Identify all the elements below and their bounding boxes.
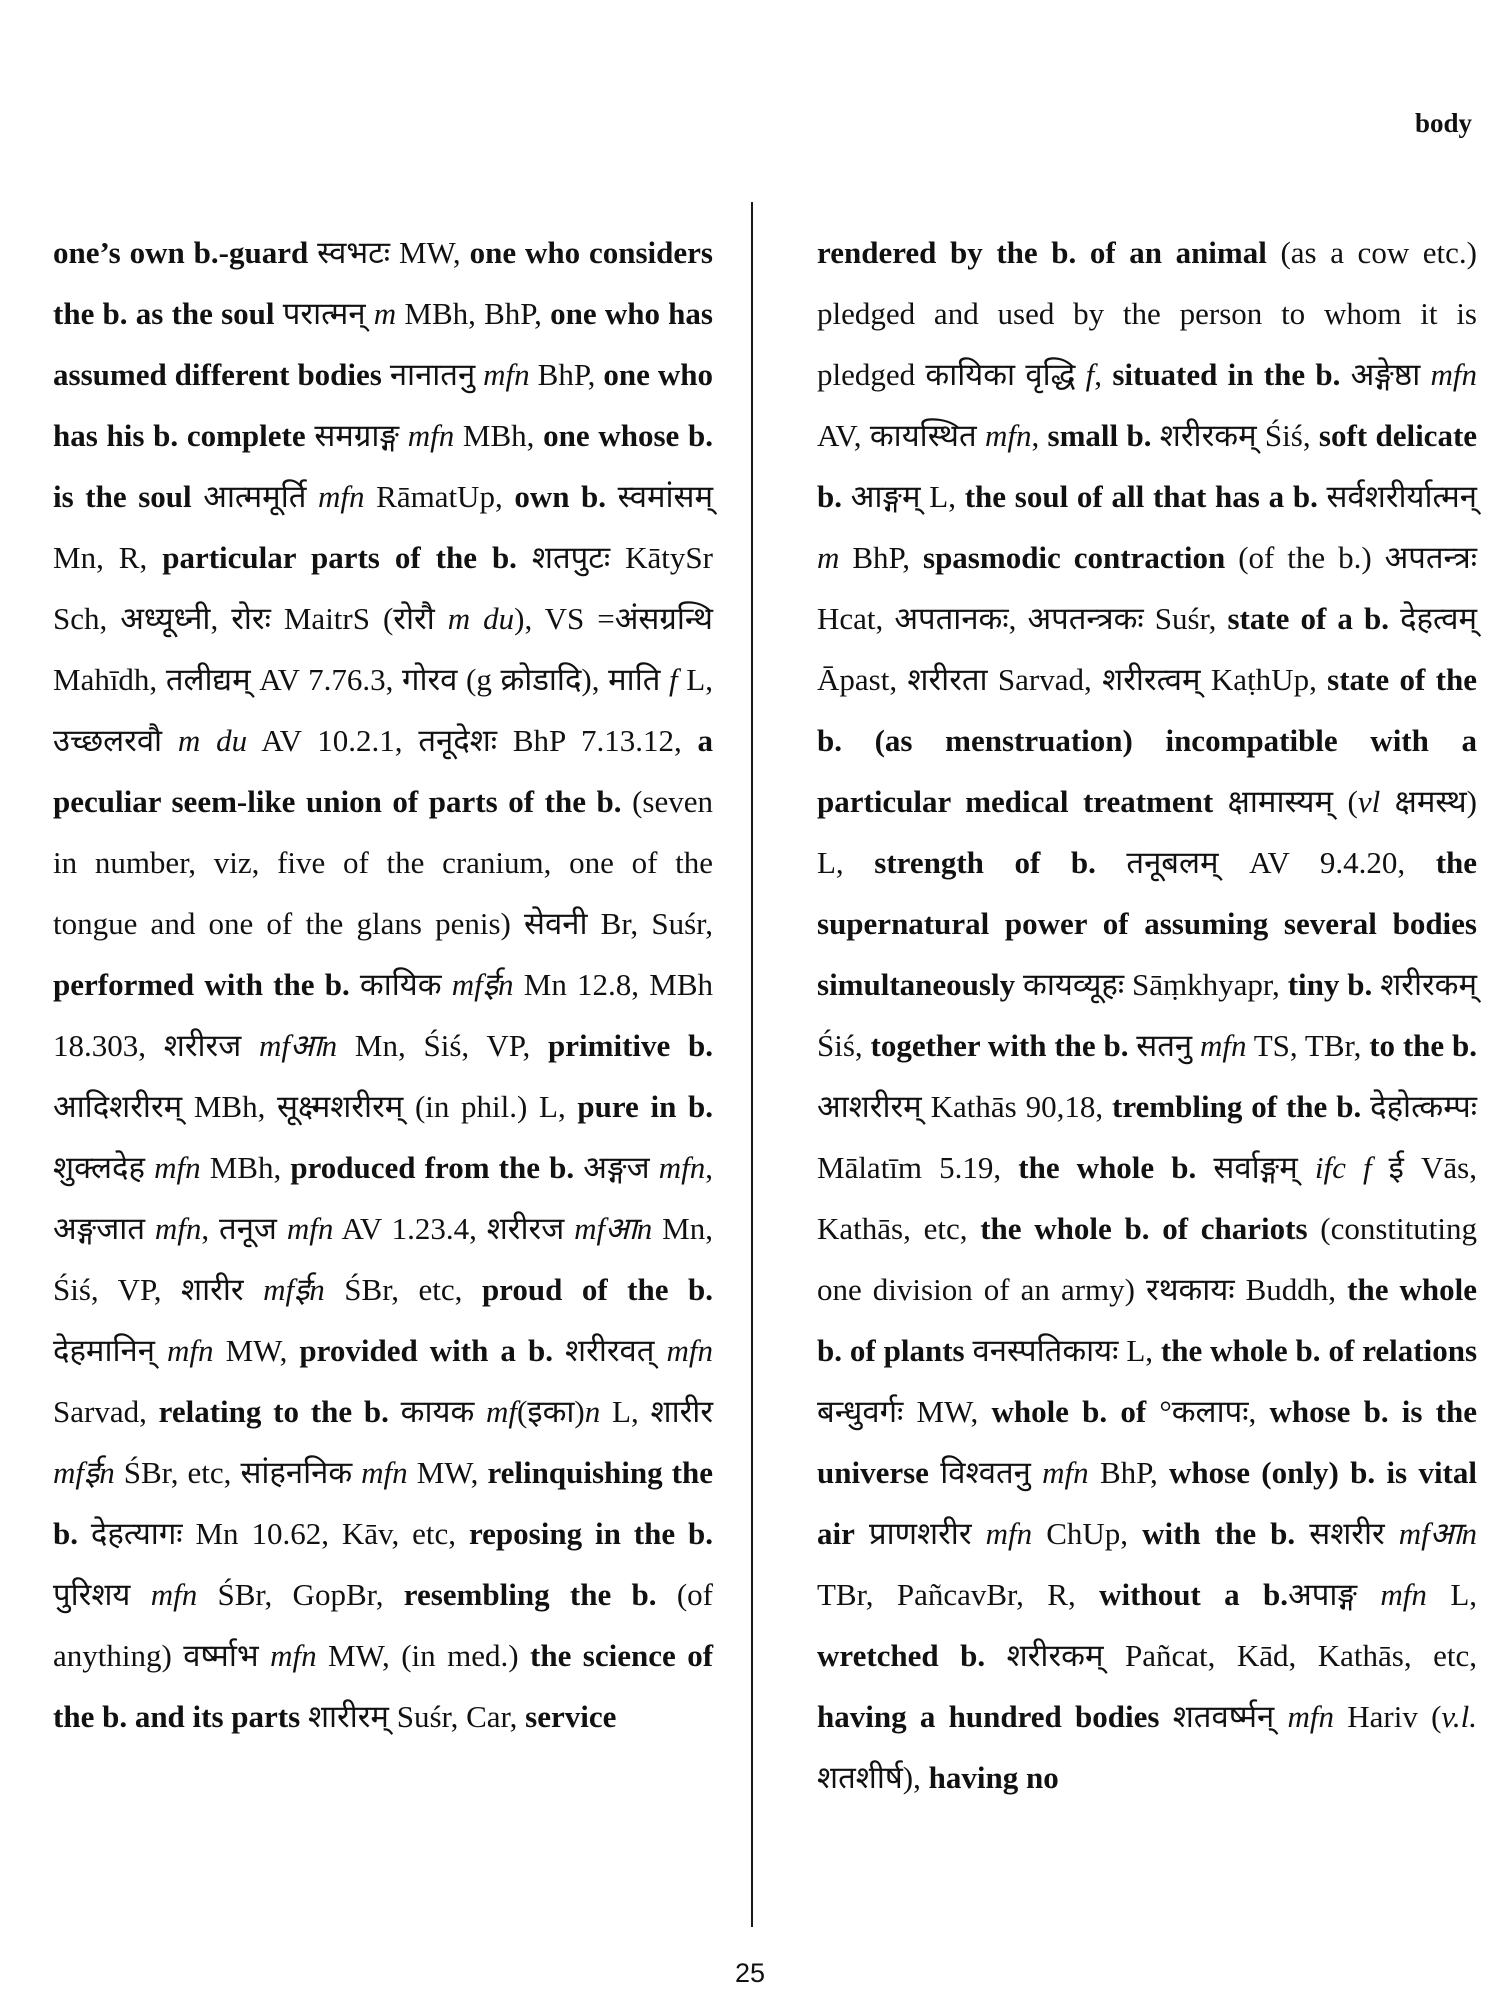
headword: a peculiar seem-like union of parts of the b. [53,723,714,819]
headword: whose b. is the universe [817,1394,1477,1490]
headword: with the b. [1142,1516,1296,1551]
column-divider [751,202,753,1927]
grammar-label: mfn [1287,1699,1334,1734]
entry-text: देहोत्कम्पः Mālatīm 5.19, [817,1089,1478,1185]
headword: state of the b. (as menstruation) incompatible with a particular medical treatment [817,662,1477,819]
entry-text: MW, (in med.) [316,1638,531,1673]
headword: situated in the b. [1112,357,1341,392]
grammar-label: mfn [1042,1455,1089,1490]
headword: without a b. [1099,1577,1289,1612]
entry-text: देहमानिन् [53,1333,168,1368]
entry-text: MW, [213,1333,300,1368]
headword: spasmodic contraction [923,540,1226,575]
entry-text: Mn, Śiś, VP, [337,1028,549,1063]
entry-text: सर्वाङ्गम् [1196,1150,1315,1185]
headword: resembling the b. [403,1577,657,1612]
headword: state of a b. [1227,601,1389,636]
grammar-label: mfn [984,418,1032,453]
headword: the soul of all that has a b. [964,479,1318,514]
entry-text: देहत्यागः Mn 10.62, Kāv, etc, [78,1516,469,1551]
entry-text: कायक [388,1394,487,1429]
grammar-label: mfn [407,418,455,453]
entry-text: कायव्यूहः Sāṃkhyapr, [1015,967,1288,1002]
entry-text: (seven in number, viz, five of the cranium, one of the tongue and one of the glans penis) सेवनी Br, Suśr, [53,784,714,941]
entry-text: बन्धुवर्गः MW, [817,1394,992,1429]
entry-text: प्राणशरीर [854,1516,986,1551]
left-column-text [53,222,713,1747]
entry-text: अङ्गज [574,1150,659,1185]
headword: together with the b. [870,1028,1129,1063]
grammar-label: mfईn [263,1272,325,1307]
grammar-label: m du [447,601,515,636]
entry-text: आत्ममूर्ति [191,479,319,514]
headword: pure in b. [577,1089,713,1124]
entry-text: (constituting one division of an army) रथकायः Buddh, [817,1211,1477,1307]
headword: having no [928,1760,1059,1795]
headword: produced from the b. [290,1150,575,1185]
entry-text: स्वमांसम् Mn, R, [53,479,714,575]
headword: relating to the b. [158,1394,389,1429]
entry-text: शरीरकम् Śiś, [817,967,1478,1063]
headword: to the b. [1369,1028,1477,1063]
headword: the science of the b. and its parts [53,1638,714,1734]
grammar-label: mf [486,1394,518,1429]
entry-text: क्षामास्यम् ( [1213,784,1358,819]
grammar-label: n [584,1394,601,1429]
entry-text: L, [1426,1577,1478,1612]
grammar-label: mfn [1430,357,1477,392]
headword: the supernatural power of assuming several bodies simultaneously [817,845,1478,1002]
grammar-label: mfn [658,1150,706,1185]
entry-text: , [1031,418,1048,453]
entry-text: Mn, Śiś, VP, शारीर [53,1211,713,1307]
entry-text: , अङ्गजात [53,1150,713,1246]
grammar-label: mfn [167,1333,214,1368]
entry-text: MBh, [454,418,544,453]
grammar-label: mfn [666,1333,714,1368]
headword: one whose b. is the soul [53,418,713,514]
entry-text: RāmatUp, [364,479,515,514]
entry-text: शरीरवत् [552,1333,667,1368]
headword: having a hundred bodies [817,1699,1160,1734]
entry-text: समग्राङ्ग [305,418,408,453]
entry-text: TS, TBr, [1246,1028,1370,1063]
entry-text: MBh, [200,1150,291,1185]
headword: service [525,1699,617,1734]
grammar-label: mfn [270,1638,317,1673]
headword: trembling of the b. [1112,1089,1362,1124]
entry-text: BhP, [1088,1455,1170,1490]
headword: the whole b. of chariots [980,1211,1308,1246]
entry-text: (as a cow etc.) pledged and used by the person to whom it is pledged कायिका वृद्धि [817,235,1478,392]
entry-text: Sarvad, [53,1394,159,1429]
headword: one’s own b.-guard [53,235,309,270]
headword: the whole b. of plants [817,1272,1477,1368]
headword: whose (only) b. is vital air [817,1455,1477,1551]
grammar-label: f [669,662,678,697]
entry-text: देहत्वम् Āpast, शरीरता Sarvad, शरीरत्वम् KaṭhUp, [817,601,1477,697]
headword: provided with a b. [299,1333,553,1368]
entry-text: शतपुटः KātySr Sch, अध्यूध्नी, रोरः MaitrS (रोरौ [53,540,713,636]
entry-text: शारीरम् Suśr, Car, [300,1699,526,1734]
grammar-label: mfआn [1398,1516,1477,1551]
entry-text: L, उच्छलरवौ [53,662,713,758]
grammar-label: mfआn [574,1211,653,1246]
entry-text: AV, कायस्थित [817,418,985,453]
headword: one who has his b. complete [53,357,713,453]
entry-text: परात्मन् [274,296,374,331]
grammar-label: vl [1357,784,1381,819]
grammar-label: mfn [483,357,530,392]
headword: reposing in the b. [468,1516,713,1551]
entry-text: AV 10.2.1, तनूदेशः BhP 7.13.12, [247,723,698,758]
entry-text: ChUp, [1032,1516,1143,1551]
entry-text: ŚBr, etc, सांहननिक [114,1455,362,1490]
headword: one who considers the b. as the soul [53,235,713,331]
headword: proud of the b. [481,1272,714,1307]
grammar-label: mfn [150,1577,198,1612]
entry-text: शरीरकम् Pañcat, Kād, Kathās, etc, [985,1638,1477,1673]
grammar-label: v.l. [1441,1699,1477,1734]
headword: one who has assumed different bodies [53,296,713,392]
entry-text: Hariv ( [1334,1699,1442,1734]
grammar-label: mfआn [258,1028,338,1063]
grammar-label: mfn [286,1211,334,1246]
grammar-label: mfn [1380,1577,1427,1612]
entry-text: सतनु [1128,1028,1200,1063]
left-column [53,222,713,1747]
page-number: 25 [734,1958,766,1988]
entry-text: MW, [407,1455,488,1490]
entry-text: AV 1.23.4, शरीरज [333,1211,575,1246]
entry-text: ), VS =अंसग्रन्थि Mahīdh, तलीद्यम् AV 7.76.3, गोरव (g क्रोडादि), माति [53,601,713,697]
entry-text: (of the b.) अपतन्त्रः Hcat, अपतानकः, अपतन्त्रकः Suśr, [817,540,1478,636]
grammar-label: mfn [318,479,365,514]
entry-text: BhP, [529,357,604,392]
headword: primitive b. [548,1028,713,1063]
entry-text: क्षमस्थ) L, [817,784,1477,880]
entry-text: (of anything) वर्ष्माभ [53,1577,713,1673]
entry-text: अङ्गेष्ठा [1340,357,1431,392]
headword: the whole b. [1018,1150,1197,1185]
grammar-label: m [373,296,397,331]
headword: small b. [1047,418,1152,453]
entry-text: तनूबलम् AV 9.4.20, [1095,845,1436,880]
headword: rendered by the b. of an animal [817,235,1267,270]
grammar-label: mfn [154,1211,202,1246]
headword: own b. [514,479,607,514]
entry-text: Mn 12.8, MBh 18.303, शरीरज [53,967,713,1063]
entry-text: , [1094,357,1113,392]
entry-text: आशरीरम् Kathās 90,18, [817,1089,1113,1124]
right-column [817,222,1477,1808]
headword: whole b. of [991,1394,1147,1429]
grammar-label: mfn [985,1516,1033,1551]
grammar-label: mfn [154,1150,201,1185]
headword: tiny b. [1287,967,1373,1002]
entry-text: ई Vās, Kathās, etc, [817,1150,1477,1246]
grammar-label: f [1085,357,1095,392]
headword: wretched b. [817,1638,986,1673]
headword: performed with the b. [53,967,350,1002]
headword: particular parts of the b. [162,540,517,575]
running-head: body [1414,108,1472,138]
entry-text: ŚBr, etc, [324,1272,482,1307]
entry-text: °कलापः, [1146,1394,1270,1429]
grammar-label: mfn [1199,1028,1247,1063]
entry-text: (इका) [517,1394,585,1429]
headword: the whole b. of relations [1160,1333,1478,1368]
entry-text: BhP, [839,540,923,575]
entry-text: TBr, PañcavBr, R, [817,1577,1100,1612]
entry-text: शुक्लदेह [53,1150,155,1185]
entry-text: नानातनु [381,357,484,392]
entry-text: सशरीर [1295,1516,1399,1551]
grammar-label: mfईn [53,1455,115,1490]
headword: soft delicate b. [817,418,1478,514]
right-column-text [817,222,1477,1808]
entry-text: आदिशरीरम् MBh, सूक्ष्मशरीरम् (in phil.) L, [53,1089,578,1124]
entry-text: L, शारीर [600,1394,714,1429]
entry-text: MBh, BhP, [396,296,551,331]
entry-text: कायिक [349,967,452,1002]
entry-text: शरीरकम् Śiś, [1151,418,1319,453]
grammar-label: mfn [361,1455,408,1490]
entry-text: शतवर्ष्मन् [1159,1699,1288,1734]
entry-text: वनस्पतिकायः L, [964,1333,1161,1368]
entry-text: ŚBr, GopBr, [197,1577,404,1612]
entry-text: आङ्गम् L, [842,479,965,514]
entry-text: विश्वतनु [928,1455,1043,1490]
grammar-label: m du [177,723,248,758]
entry-text: सर्वशरीर्यात्मन् [1317,479,1478,514]
entry-text: अपाङ्ग [1288,1577,1381,1612]
grammar-label: ifc f [1314,1150,1372,1185]
entry-text: पुरिशय [53,1577,151,1612]
entry-text: , तनूज [201,1211,287,1246]
headword: relinquishing the b. [53,1455,713,1551]
entry-text: स्वभटः MW, [308,235,470,270]
grammar-label: mfईn [451,967,514,1002]
grammar-label: m [817,540,840,575]
entry-text: शतशीर्ष), [817,1760,929,1795]
headword: strength of b. [874,845,1096,880]
